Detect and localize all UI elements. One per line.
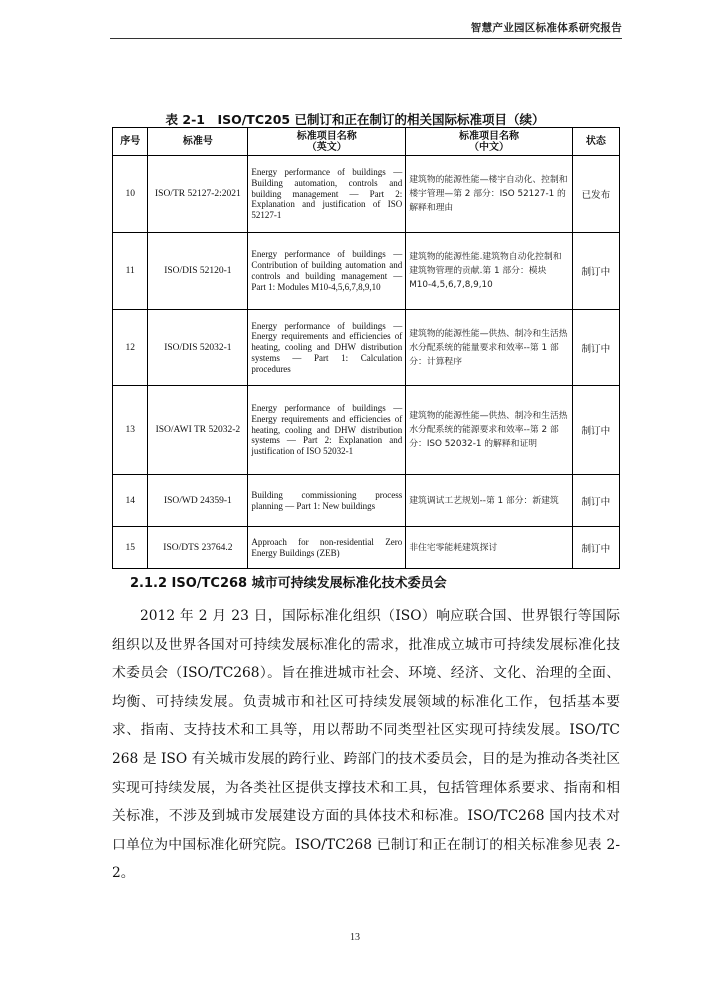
header-cn-line1: 标准项目名称 xyxy=(458,130,519,142)
header-cn xyxy=(406,128,572,156)
body-paragraph: 2012 年 2 月 23 日，国际标准化组织（ISO）响应联合国、世界银行等国际组织以及世界各国对可持续发展标准化的需求，批准成立城市可持续发展标准化技术委员会（ISO/TC268）。旨在推进城市社会、环境、经济、文化、治理的全面、均衡、可持续发展。负责城市和社区可持续发展领域的标准化工作，包括基本要求、指南、支持技术和工具等，用以帮助不同类型社区实现可持续发展。ISO/TC 268 是 ISO 有关城市发展的跨行业、跨部门的技术委员会，目的是为推动各类社区实现可持续发展，为各类社区提供支撑技术和工具，包括管理体系要求、指南和相关标准，不涉及到城市发展建设方面的具体技术和标准。ISO/TC268 国内技术对口单位为中国标准化研究院。ISO/TC268 已制订和正在制订的相关标准参见表 2-2。 xyxy=(112,608,620,882)
row-cn-title: 非住宅零能耗建筑探讨 xyxy=(406,527,572,569)
table-row xyxy=(113,233,620,310)
row-status: 制订中 xyxy=(572,233,619,310)
row-no: 15 xyxy=(113,527,148,569)
row-en-title: Energy performance of buildings — Energy requirements and efficiencies of heating, cooling and DHW distribution systems — Part 2: Explanation and justification of ISO 52032-1 xyxy=(248,386,406,475)
row-status: 制订中 xyxy=(572,386,619,475)
row-status: 制订中 xyxy=(572,527,619,569)
header-cn-line2: （中文） xyxy=(468,141,509,153)
header-no: 序号 xyxy=(113,128,148,156)
row-en-title: Approach for non-residential Zero Energy Buildings (ZEB) xyxy=(248,527,406,569)
row-std: ISO/TR 52127-2:2021 xyxy=(148,156,248,233)
table-row xyxy=(113,527,620,569)
row-en-title: Energy performance of buildings — Building automation, controls and building management — Part 2: Explanation and justification of ISO 52127-1 xyxy=(248,156,406,233)
header-rule xyxy=(110,38,622,39)
row-std: ISO/DIS 52032-1 xyxy=(148,310,248,386)
row-std: ISO/DTS 23764.2 xyxy=(148,527,248,569)
header-std: 标准号 xyxy=(148,128,248,156)
row-status: 已发布 xyxy=(572,156,619,233)
row-no: 12 xyxy=(113,310,148,386)
row-cn-title: 建筑物的能源性能.建筑物自动化控制和建筑物管理的贡献.第 1 部分：模块 M10-4,5,6,7,8,9,10 xyxy=(406,233,572,310)
row-no: 10 xyxy=(113,156,148,233)
header-en xyxy=(248,128,406,156)
row-no: 13 xyxy=(113,386,148,475)
row-cn-title: 建筑物的能源性能—楼宇自动化、控制和楼宇管理—第 2 部分：ISO 52127-1 的解释和理由 xyxy=(406,156,572,233)
row-status: 制订中 xyxy=(572,475,619,527)
row-cn-title: 建筑物的能源性能—供热、制冷和生活热水分配系统的能源要求和效率--第 2 部分：ISO 52032-1 的解释和证明 xyxy=(406,386,572,475)
row-std: ISO/WD 24359-1 xyxy=(148,475,248,527)
row-cn-title: 建筑物的能源性能—供热、制冷和生活热水分配系统的能量要求和效率--第 1 部分：计算程序 xyxy=(406,310,572,386)
table-caption: 表 2-1 ISO/TC205 已制订和正在制订的相关国际标准项目（续） xyxy=(165,112,545,127)
table-row xyxy=(113,386,620,475)
section-heading: 2.1.2 ISO/TC268 城市可持续发展标准化技术委员会 xyxy=(130,576,447,591)
row-std: ISO/AWI TR 52032-2 xyxy=(148,386,248,475)
row-no: 11 xyxy=(113,233,148,310)
table-row xyxy=(113,156,620,233)
header-en-line2: （英文） xyxy=(306,141,347,153)
row-en-title: Energy performance of buildings — Contribution of building automation and controls and building management — Part 1: Modules M10-4,5,6,7,8,9,10 xyxy=(248,233,406,310)
table-row xyxy=(113,310,620,386)
row-no: 14 xyxy=(113,475,148,527)
running-header: 智慧产业园区标准体系研究报告 xyxy=(470,22,622,34)
table-row xyxy=(113,475,620,527)
row-en-title: Energy performance of buildings — Energy requirements and efficiencies of heating, cooling and DHW distribution systems — Part 1: Calculation procedures xyxy=(248,310,406,386)
header-status: 状态 xyxy=(572,128,619,156)
row-cn-title: 建筑调试工艺规划--第 1 部分：新建筑 xyxy=(406,475,572,527)
row-status: 制订中 xyxy=(572,310,619,386)
header-en-line1: 标准项目名称 xyxy=(296,130,357,142)
page-number: 13 xyxy=(350,932,360,943)
standards-table xyxy=(112,127,620,569)
row-std: ISO/DIS 52120-1 xyxy=(148,233,248,310)
row-en-title: Building commissioning process planning — Part 1: New buildings xyxy=(248,475,406,527)
table-header-row xyxy=(113,128,620,156)
